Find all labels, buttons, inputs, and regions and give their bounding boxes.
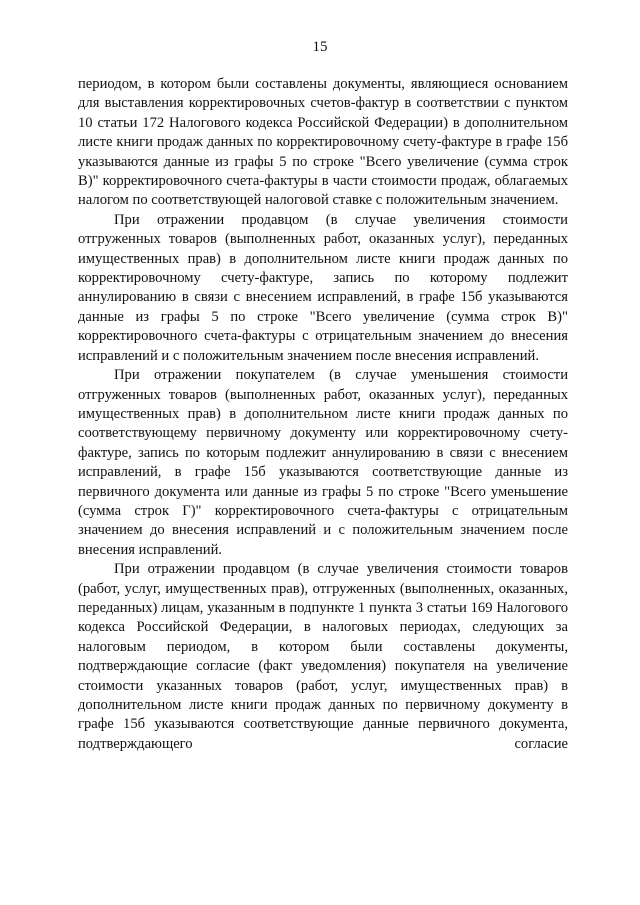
page-number: 15 <box>312 39 328 55</box>
paragraph-seller-annulment: При отражении продавцом (в случае увеличения стоимости отгруженных товаров (выполненных работ, оказанных услуг), переданных имущественных прав) в дополнительном листе книги продаж данных по корректировочному счету-фактуре, запись по которому подлежит аннулированию в связи с внесением исправлений, в графе 15б указываются данные из графы 5 по строке "Всего увеличение (сумма строк В)" корректировочного счета-фактуры с отрицательным значением до внесения исправлений и с положительным значением после внесения исправлений. <box>78 211 568 364</box>
document-body <box>78 75 568 754</box>
paragraph-continuation: периодом, в котором были составлены документы, являющиеся основанием для выставления корректировочных счетов-фактур в соответствии с пунктом 10 статьи 172 Налогового кодекса Российской Федерации) в дополнительном листе книги продаж данных по корректировочному счету-фактуре в графе 15б указываются данные из графы 5 по строке "Всего увеличение (сумма строк В)" корректировочного счета-фактуры в части стоимости продаж, облагаемых налогом по соответствующей налоговой ставке с положительным значением. <box>78 76 568 209</box>
paragraph-seller-increase: При отражении продавцом (в случае увеличения стоимости товаров (работ, услуг, имущественных прав), отгруженных (выполненных, оказанных, переданных) лицам, указанным в подпункте 1 пункта 3 статьи 169 Налогового кодекса Российской Федерации, в налоговых периодах, следующих за налоговым периодом, в котором были составлены документы, подтверждающие согласие (факт уведомления) покупателя на увеличение стоимости указанных товаров (работ, услуг, имущественных прав) в дополнительном листе книги продаж данных по первичному документу в графе 15б указываются соответствующие данные первичного документа, подтверждающего согласие <box>78 561 568 752</box>
paragraph-buyer-annulment: При отражении покупателем (в случае уменьшения стоимости отгруженных товаров (выполненных работ, оказанных услуг), переданных имущественных прав) в дополнительном листе книги продаж данных по соответствующему первичному документу или корректировочному счету-фактуре, запись по которым подлежит аннулированию в связи с внесением исправлений, в графе 15б указываются соответствующие данные из первичного документа или данные из графы 5 по строке "Всего уменьшение (сумма строк Г)" корректировочного счета-фактуры с отрицательным значением до внесения исправлений и с положительным значением после внесения исправлений. <box>78 367 568 558</box>
